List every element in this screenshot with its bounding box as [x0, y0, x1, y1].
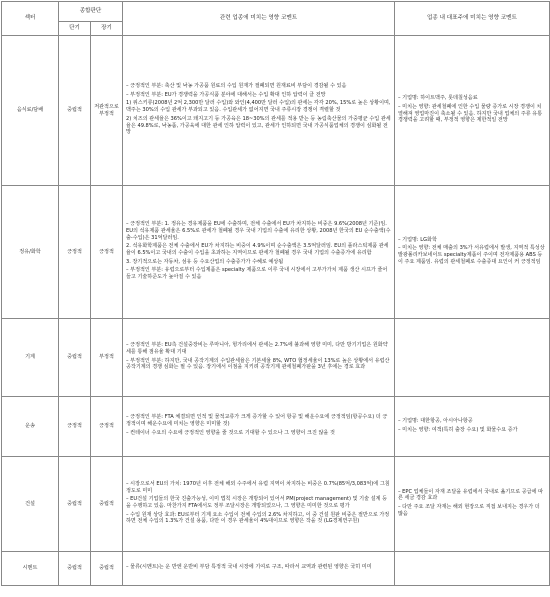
- short-term-cell: 중립적: [59, 552, 91, 586]
- rep-comment-cell: [395, 457, 550, 552]
- comment-cell: [123, 186, 395, 319]
- comment-paragraph: 2) 치즈의 관세율은 36%이고 돼지고기 등 가공육은 18~30%의 관세를 적용 받는 등 농림축산물의 가중평균 수입 관세율은 49.8%로, 낙농품, 가공육에 대한 관세 인하 압력이 있고, 관세가 인하되면 국내 가공식품업체의 경쟁이 심화될 전망: [126, 115, 391, 136]
- rep-comment-paragraph: – EPC 업체들이 자재 조달을 유럽에서 국내로 옮기므로 공급에 따른 세금 경감 효과: [398, 488, 544, 502]
- comment-paragraph: – 긍정적인 부분: 축산 및 낙농 가공품 원료의 수입 원재가 절폐되면 원재료비 부담이 경감될 수 있음: [126, 82, 347, 89]
- header-rep-comment: 업종 내 대표주에 미치는 영향 코멘트: [395, 2, 550, 36]
- sector-cell: 기계: [2, 319, 59, 397]
- long-term-cell: 중립적: [91, 552, 123, 586]
- table-row: [2, 319, 550, 397]
- table-row: [2, 186, 550, 319]
- comment-paragraph: 2. 석유화학제품은 전체 수출에서 EU가 차지하는 비중이 4.9%이며 순수출액은 3.5억달러임. EU의 플라스틱제품 관세율이 6.5%이고 국내의 수출이 수입을 초과하는 지역이므로 관세가 철폐될 경우 국내 기업의 수출증가에 유리함: [126, 243, 389, 256]
- rep-comment-paragraph: – 미치는 영향: 관세철폐에 인한 수입 물량 증가로 시장 경쟁이 치열해져 영업마진이 축소될 수 있음. 하지만 국내 업체의 주류 유통 경쟁력을 고려할 때, 부정적 영향은 제한적일 전망: [398, 103, 543, 124]
- comment-paragraph: 1) 위스키류(2008년 2억 2,300만 달러 수입)와 와인(4,400만 달러 수입)의 관세는 각각 20%, 15%로 높은 상황이며, 맥주는 30%의 수입 관세가 부과되고 있음. 수입관세가 없어지면 국내 주류시장 경쟁이 격렬할 것: [126, 100, 391, 114]
- comment-cell: [123, 397, 395, 457]
- comment-paragraph: – 시장으로서 EU의 가치: 1970년 이후 전체 해외 수주에서 유럽 지역이 차지하는 비중은 0.7%(85억/3,083억)에 그침 정도로 미미: [126, 480, 390, 494]
- comment-paragraph: – 부정적인 부분: 유럽으로부터 수입제품은 specialty 제품으로 이루 국내 시장에서 고부가가치 제품 생산 시프가 줄어들고 기술하준도가 높아질 수 있음: [126, 267, 388, 281]
- header-short-term: 단기: [59, 22, 91, 36]
- rep-comment-cell: [395, 319, 550, 397]
- rep-comment-cell: [395, 186, 550, 319]
- sector-cell: 운송: [2, 397, 59, 457]
- comment-cell: [123, 457, 395, 552]
- comment-paragraph: – 부정적인 부분: 하지만, 국내 공작기계의 수입관세율은 기본세율 8%, WTO 협정세율이 13%로 높은 상황에서 유럽산 공작기계의 경쟁 심화는 필 수 있음. 장기에서 이점을 지키려 공작기계 관세철폐가판을 3년 후에는 경로 효과: [126, 357, 390, 371]
- rep-comment-paragraph: – 기업명: LG화학: [398, 236, 437, 243]
- short-term-cell: 중립적: [59, 457, 91, 552]
- long-term-cell: 긍정적: [91, 397, 123, 457]
- comment-cell: [123, 36, 395, 186]
- rep-comment-paragraph: – 기업명: 하이트맥주, 롯데칠성음료: [398, 95, 478, 102]
- short-term-cell: 긍정적: [59, 186, 91, 319]
- short-term-cell: 중립적: [59, 319, 91, 397]
- rep-comment-cell: [395, 397, 550, 457]
- comment-paragraph: – 수입 원재 상당 효과: EU로부터 기계 요소 수입이 전체 수입의 2.6% 차지하고, 이 중 건설 원판 비중은 절반으로 가정하면 전체 수입의 1.3%가 건설 용품, 다만 이 경우 관세율이 4%대이므로 영향은 작을 것 (LG경제연구원): [126, 511, 390, 525]
- comment-cell: [123, 552, 395, 586]
- table-row: [2, 397, 550, 457]
- long-term-cell: 긍정적: [91, 186, 123, 319]
- comment-paragraph: – 물류(시멘트)는 운 반엔 운반비 부담 특정적 국내 시장에 기여로 구조, 따라서 교역과 관련된 영향은 국히 미미: [126, 564, 372, 571]
- long-term-cell: 저관적으로 부정적: [91, 36, 123, 186]
- rep-comment-paragraph: – 미치는 영향: 여객(특히 출장 수요) 및 화물수요 증가: [398, 426, 518, 433]
- impact-table: [1, 1, 550, 586]
- rep-comment-cell: [395, 36, 550, 186]
- header-long-term: 장기: [91, 22, 123, 36]
- comment-cell: [123, 319, 395, 397]
- comment-paragraph: – 긍정적인 부분: EU측 건설중장비는 루마니아, 헝가리에서 관세는 2.7%에 불과해 영향 미미, 다만 방기기업은 원화약세를 통해 점유율 확대 기대: [126, 342, 388, 355]
- header-comment: 관련 업종에 미치는 영향 코멘트: [123, 2, 395, 36]
- long-term-cell: 부정적: [91, 319, 123, 397]
- sector-cell: 시멘트: [2, 552, 59, 586]
- comment-paragraph: – EU건설 기업들의 한국 진출가능성, 이미 법칙 시장은 개방되어 있어서 PM(project management) 및 기술 설계 등을 수행하고 있음. 마찬가지 FTA에서도 정부 조달시장은 개방되었으나, 그 영향은 미미한 것으로 평가: [126, 496, 388, 509]
- short-term-cell: 긍정적: [59, 397, 91, 457]
- comment-paragraph: 3. 장기적으로는 자동차, 섬유 등 수요산업의 수출증가가 수혜로 예상됨: [126, 258, 284, 265]
- rep-comment-paragraph: – 기업명: 대한항공, 아시아나항공: [398, 417, 473, 424]
- table-body: [2, 36, 550, 586]
- comment-paragraph: – 긍정적인 부분: FTA 체결되면 인적 및 물적교류가 크게 증가할 수 있어 항공 및 해운수요에 긍정적임(항공수요) 더 긍정적이며 해운수요에 미치는 영향은 미미할 것): [126, 414, 388, 428]
- sector-cell: 정유/화학: [2, 186, 59, 319]
- header-sector: 섹터: [2, 2, 59, 36]
- rep-comment-cell: [395, 552, 550, 586]
- table-row: [2, 457, 550, 552]
- table-row: [2, 36, 550, 186]
- table-row: [2, 552, 550, 586]
- comment-paragraph: – 컨테이너 수요의 수요에 긍정적인 영향을 줄 것으로 기대할 수 있으나 그 영향이 크진 않을 것: [126, 429, 335, 436]
- short-term-cell: 중립적: [59, 36, 91, 186]
- comment-paragraph: – 부정적인 부분: EU가 경쟁력을 가공식품 분야에 대해서는 수입 확대 인하 압력이 클 전망: [126, 91, 326, 98]
- rep-comment-paragraph: – 다만 주요 조달 자재는 해외 현장으로 직접 보내지는 경우가 더 많음: [398, 504, 540, 517]
- sector-cell: 음식료/담배: [2, 36, 59, 186]
- rep-comment-paragraph: – 미치는 영향: 전체 매출의 3%가 서유럽에서 발생, 지역적 특성상 발광폴리카보네이트 specialty제품이 주이며 전자제품용 ABS 등이 주요 제품임. 유럽의 관세철폐로 수출증대 요인이 커 긍정적임: [398, 245, 545, 265]
- header-overall: 종합판단: [59, 2, 123, 22]
- sector-cell: 건설: [2, 457, 59, 552]
- long-term-cell: 중립적: [91, 457, 123, 552]
- comment-paragraph: – 긍정적인 부분: 1. 정유는 경유제품을 EU에 수출하며, 전체 수출에서 EU가 차지하는 비중은 9.6%(2008년 기준)임. EU의 석유제품 관세율은 6.5%로 관세가 철폐될 경우 국내 기업의 수출에 유리한 상황, 2008년 한국의 EU 순수출액(수출-수입)은 31억달러임.: [126, 221, 391, 241]
